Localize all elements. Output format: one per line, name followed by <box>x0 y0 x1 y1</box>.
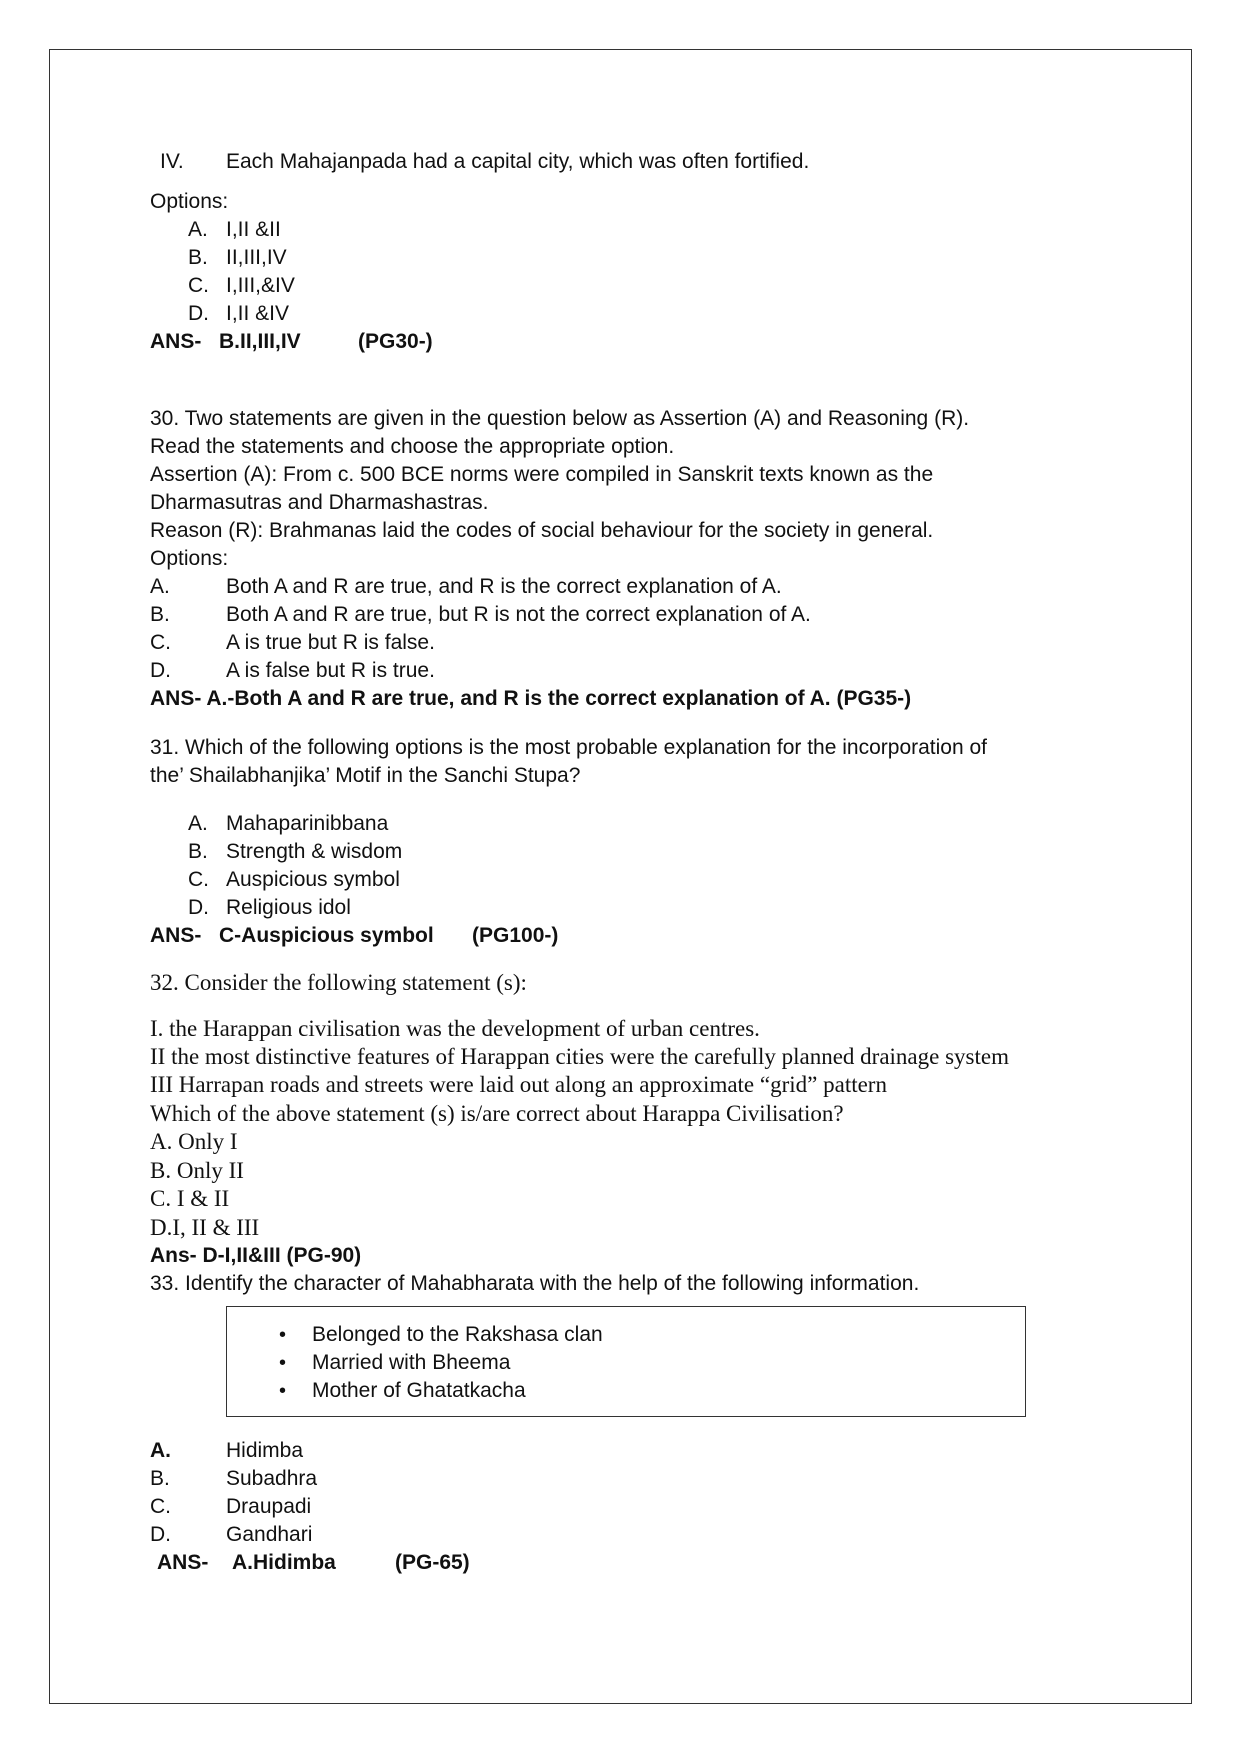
bullet-icon: • <box>279 1324 287 1346</box>
q32-line: I. the Harappan civilisation was the development of urban centres. <box>150 1016 760 1041</box>
q30-line: Read the statements and choose the appropriate option. <box>150 435 675 458</box>
q32-option: D.I, II & III <box>150 1215 260 1240</box>
q31-line: the’ Shailabhanjika’ Motif in the Sanchi Stupa? <box>150 764 581 787</box>
clue-item: Married with Bheema <box>312 1351 511 1374</box>
page-border <box>49 49 1192 1704</box>
q32-option: A. Only I <box>150 1129 238 1154</box>
q30-line: Options: <box>150 547 229 570</box>
q33-question: 33. Identify the character of Mahabharata with the help of the following information. <box>150 1272 920 1295</box>
q32-option: B. Only II <box>150 1158 244 1183</box>
clue-box <box>226 1306 1026 1417</box>
q30-answer: ANS- A.-Both A and R are true, and R is the correct explanation of A. (PG35-) <box>150 687 912 710</box>
q30-line: 30. Two statements are given in the question below as Assertion (A) and Reasoning (R). <box>150 407 970 430</box>
q32-answer: Ans- D-I,II&III (PG-90) <box>150 1244 362 1267</box>
clue-item: Mother of Ghatatkacha <box>312 1379 526 1402</box>
q30-line: Reason (R): Brahmanas laid the codes of social behaviour for the society in general. <box>150 519 934 542</box>
roman-numeral: IV. <box>160 150 184 173</box>
bullet-icon: • <box>279 1352 287 1374</box>
q32-line: II the most distinctive features of Harappan cities were the carefully planned drainage system <box>150 1044 1009 1069</box>
q32-option: C. I & II <box>150 1186 230 1211</box>
options-label: Options: <box>150 190 229 213</box>
statement-text: Each Mahajanpada had a capital city, which was often fortified. <box>226 150 810 173</box>
bullet-icon: • <box>279 1380 287 1402</box>
q30-line: Assertion (A): From c. 500 BCE norms were compiled in Sanskrit texts known as the <box>150 463 934 486</box>
clue-item: Belonged to the Rakshasa clan <box>312 1323 603 1346</box>
q32-line: Which of the above statement (s) is/are correct about Harappa Civilisation? <box>150 1101 844 1126</box>
q32-line: III Harrapan roads and streets were laid out along an approximate “grid” pattern <box>150 1072 887 1097</box>
q31-line: 31. Which of the following options is the most probable explanation for the incorporation of <box>150 736 987 759</box>
q30-line: Dharmasutras and Dharmashastras. <box>150 491 489 514</box>
q32-title: 32. Consider the following statement (s): <box>150 970 527 995</box>
